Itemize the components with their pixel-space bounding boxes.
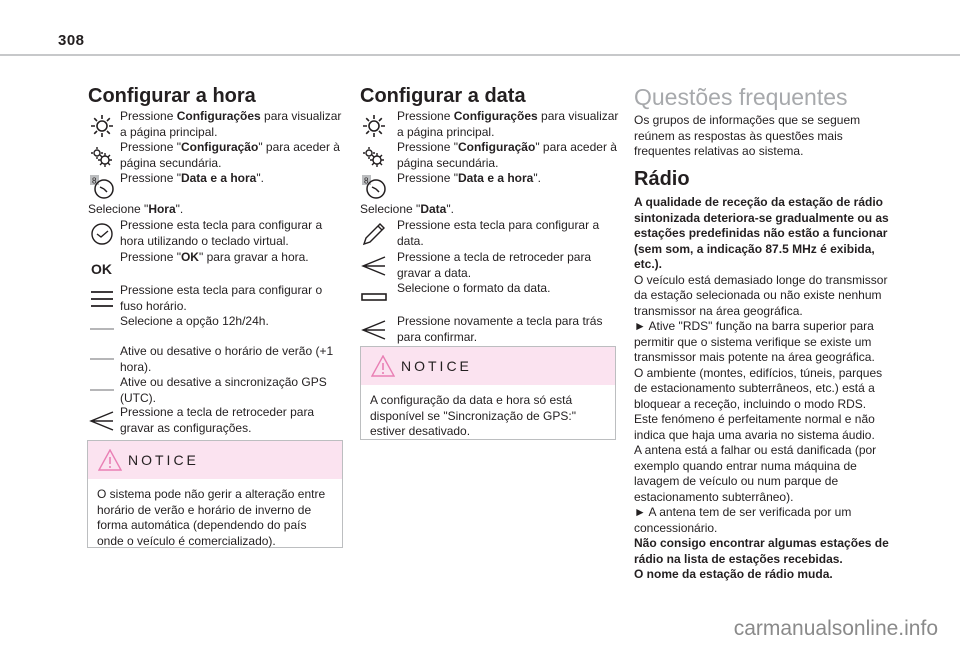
date-step-2: Pressione "Configuração" para aceder à página secundária. <box>397 140 617 170</box>
radio-answer-1: O veículo está demasiado longe do transmissor da estação selecionada ou não existe nenhum transmissor na área geográfica. <box>634 272 888 318</box>
time-step-7: Selecione a opção 12h/24h. <box>120 314 269 328</box>
notice-title: NOTICE <box>401 358 472 374</box>
radio-question-2: Não consigo encontrar algumas estações de rádio na lista de estações recebidas. <box>634 536 889 566</box>
time-step-4: Pressione esta tecla para configurar a hora utilizando o teclado virtual. <box>120 218 323 248</box>
menu-icon <box>88 285 116 313</box>
time-step-8: Ative ou desative o horário de verão (+1 hora). <box>120 344 334 374</box>
time-select-hour: Selecione "Hora". <box>88 202 184 216</box>
notice-header <box>88 441 342 479</box>
back-arrow-icon <box>360 316 388 344</box>
section-title-date: Configurar a data <box>360 85 526 107</box>
radio-subtitle: Rádio <box>634 168 690 190</box>
notice-box-time <box>87 440 343 548</box>
notice-body: O sistema pode não gerir a alteração entre horário de verão e horário de inverno de forma automática (dependendo do país onde o veículo é comercializado). <box>97 487 326 548</box>
time-step-2: Pressione "Configuração" para aceder à página secundária. <box>120 140 340 170</box>
ok-icon: OK <box>91 261 112 277</box>
date-format-icon <box>360 283 388 311</box>
faq-intro: Os grupos de informações que se seguem reúnem as respostas às questões mais frequentes relativas ao sistema. <box>634 113 861 158</box>
clock-8-icon <box>88 173 116 201</box>
radio-answer-4: A antena está a falhar ou está danificada (por exemplo quando entrar numa máquina de lavagem de veículo ou num parque de estacionamento subterrâneo). <box>634 443 877 504</box>
notice-body: A configuração da data e hora só está disponível se "Sincronização de GPS:" estiver desativado. <box>370 393 576 438</box>
radio-answer-5: ► A antena tem de ser verificada por um concessionário. <box>634 505 852 535</box>
gear-icon <box>88 112 116 140</box>
double-gear-icon <box>88 143 116 171</box>
watermark: carmanualsonline.info <box>733 617 938 640</box>
notice-title: NOTICE <box>128 452 199 468</box>
time-step-3: Pressione "Data e a hora". <box>120 171 264 185</box>
date-select-date: Selecione "Data". <box>360 202 454 216</box>
gear-icon <box>360 112 388 140</box>
date-step-5: Pressione a tecla de retroceder para gravar a data. <box>397 250 592 280</box>
time-step-6: Pressione esta tecla para configurar o fuso horário. <box>120 283 323 313</box>
radio-answer-3: O ambiente (montes, edifícios, túneis, parques de estacionamento subterrâneos, etc.) está a bloquear a receção, incluindo o modo RDS. Este fenómeno é perfeitamente normal e não indica que haja uma avaria no sistema áudio. <box>634 365 883 442</box>
toggle-icon <box>88 314 116 342</box>
svg-text:8: 8 <box>92 176 97 186</box>
warning-icon <box>98 449 122 471</box>
section-title-time: Configurar a hora <box>88 85 256 107</box>
date-step-7: Pressione novamente a tecla para trás para confirmar. <box>397 314 603 344</box>
section-title-faq: Questões frequentes <box>634 84 848 110</box>
radio-faq-block <box>634 195 892 583</box>
time-step-5: Pressione "OK" para gravar a hora. <box>120 250 309 264</box>
time-step-1: Pressione Configurações para visualizar a página principal. <box>120 109 342 139</box>
pencil-icon <box>360 220 388 248</box>
check-circle-icon <box>88 220 116 248</box>
page-number: 308 <box>58 32 85 49</box>
warning-icon <box>371 355 395 377</box>
date-step-6: Selecione o formato da data. <box>397 281 551 295</box>
svg-text:8: 8 <box>364 176 369 186</box>
date-step-3: Pressione "Data e a hora". <box>397 171 541 185</box>
clock-8-icon <box>360 173 388 201</box>
radio-answer-2: ► Ative "RDS" função na barra superior para permitir que o sistema verifique se existe um transmissor mais potente na área geográfica. <box>634 319 875 364</box>
time-step-9: Ative ou desative a sincronização GPS (UTC). <box>120 375 327 405</box>
notice-header <box>361 347 615 385</box>
radio-question-1: A qualidade de receção da estação de rádio sintonizada deteriora-se gradualmente ou as estações predefinidas não estão a funcionar (sem som, a indicação 87.5 MHz é exibida, etc.). <box>634 195 889 271</box>
date-step-1: Pressione Configurações para visualizar a página principal. <box>397 109 619 139</box>
date-step-4: Pressione esta tecla para configurar a data. <box>397 218 600 248</box>
double-gear-icon <box>360 143 388 171</box>
back-arrow-icon <box>88 407 116 435</box>
toggle-icon <box>88 344 116 372</box>
notice-box-date <box>360 346 616 440</box>
header-divider <box>0 54 960 56</box>
back-arrow-icon <box>360 252 388 280</box>
time-step-10: Pressione a tecla de retroceder para gravar as configurações. <box>120 405 315 435</box>
toggle-icon <box>88 375 116 403</box>
radio-question-3: O nome da estação de rádio muda. <box>634 567 833 581</box>
